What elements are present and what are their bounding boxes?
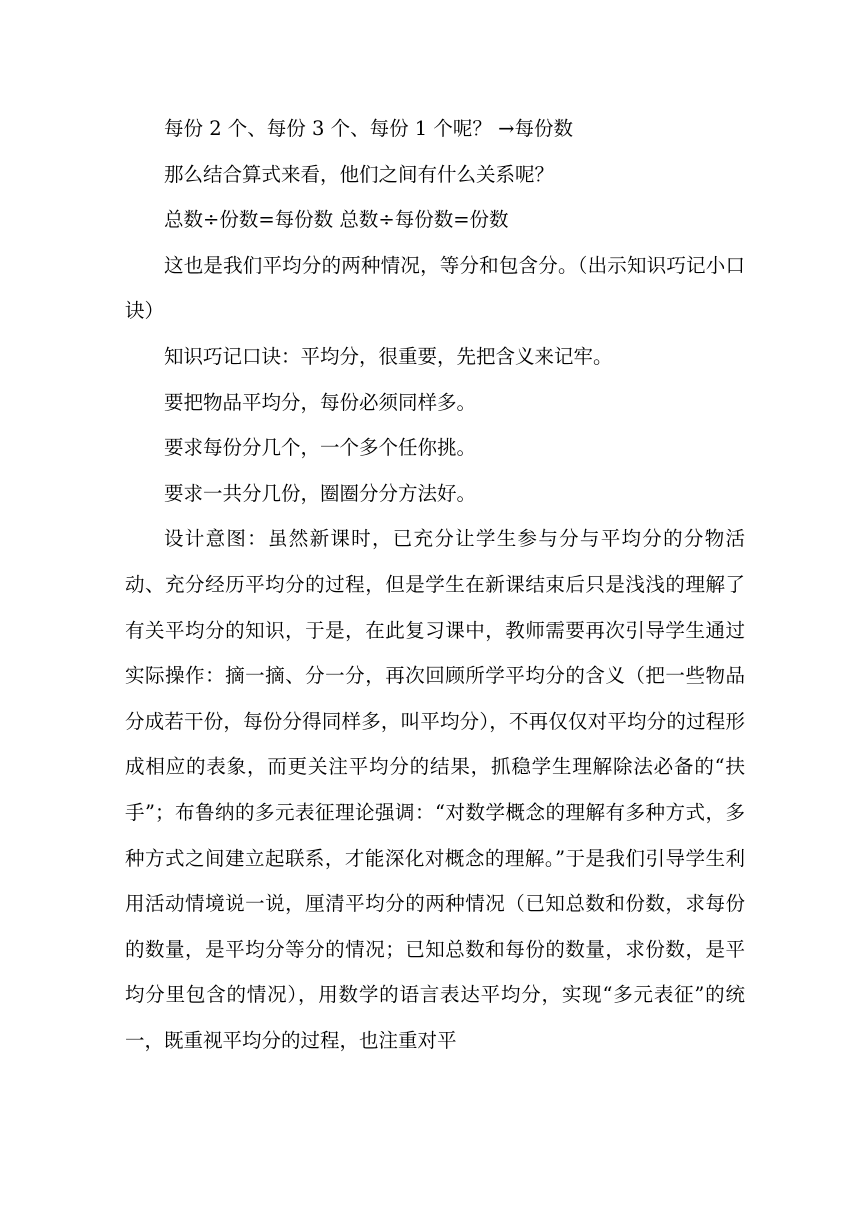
paragraph-per-share-question: 每份 2 个、每份 3 个、每份 1 个呢？ →每份数: [164, 117, 573, 140]
paragraph-design-intent: 设计意图：虽然新课时，已充分让学生参与分与平均分的分物活动、充分经历平均分的过程，但是学生在新课结束后只是浅浅的理解了有关平均分的知识，于是，在此复习课中，教师需要再次引导学生通过实际操作：摘一摘、分一分，再次回顾所学平均分的含义（把一些物品分成若干份，每份分得同样多，叫平均分），不再仅仅对平均分的过程形成相应的表象，而更关注平均分的结果，抓稳学生理解除法必备的“扶手”；布鲁纳的多元表征理论强调：“对数学概念的理解有多种方式，多种方式之间建立起联系，才能深化对概念的理解。”于是我们引导学生利用活动情境说一说，厘清平均分的两种情况（已知总数和份数，求每份的数量，是平均分等分的情况；已知总数和每份的数量，求份数，是平均分里包含的情况），用数学的语言表达平均分，实现“多元表征”的统一，既重视平均分的过程，也注重对平: [125, 527, 745, 1052]
document-body: [125, 106, 745, 1063]
paragraph-relationship-question: 那么结合算式来看，他们之间有什么关系呢？: [164, 162, 555, 186]
paragraph-mnemonic-line-3: 要求一共分几份，圈圈分分方法好。: [164, 481, 477, 505]
paragraph-two-cases: 这也是我们平均分的两种情况，等分和包含分。（出示知识巧记小口诀）: [125, 253, 745, 323]
paragraph-division-formulas: 总数÷份数=每份数 总数÷每份数=份数: [164, 208, 509, 232]
paragraph-mnemonic-line-2: 要求每份分几个，一个多个任你挑。: [164, 436, 477, 460]
paragraph-mnemonic-title: 知识巧记口诀：平均分，很重要，先把含义来记牢。: [164, 344, 613, 368]
paragraph-mnemonic-line-1: 要把物品平均分，每份必须同样多。: [164, 390, 477, 414]
